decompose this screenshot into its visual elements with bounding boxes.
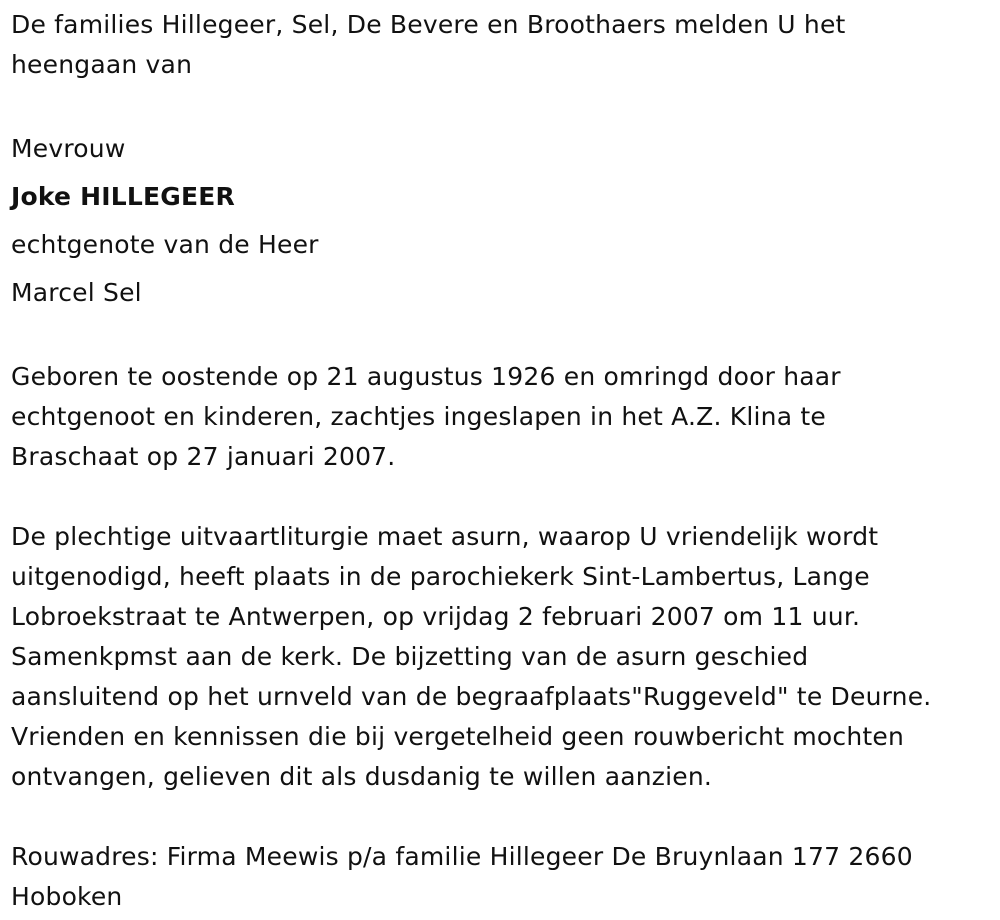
- intro-line: De families Hillegeer, Sel, De Bevere en Broothaers melden U het: [11, 10, 846, 39]
- ceremony-line: Samenkpmst aan de kerk. De bijzetting van de asurn geschied: [11, 642, 809, 671]
- ceremony-line: uitgenodigd, heeft plaats in de parochiekerk Sint-Lambertus, Lange: [11, 562, 870, 591]
- obituary-document: [11, 5, 991, 917]
- deceased-relation: echtgenote van de Heer: [11, 230, 319, 259]
- ceremony-paragraph: [11, 517, 991, 797]
- birth-death-line: echtgenoot en kinderen, zachtjes ingeslapen in het A.Z. Klina te: [11, 402, 826, 431]
- address-line: Rouwadres: Firma Meewis p/a familie Hillegeer De Bruynlaan 177 2660: [11, 842, 913, 871]
- ceremony-line: Lobroekstraat te Antwerpen, op vrijdag 2 februari 2007 om 11 uur.: [11, 602, 861, 631]
- address-paragraph: [11, 837, 991, 917]
- intro-paragraph: [11, 5, 991, 85]
- birth-death-line: Geboren te oostende op 21 augustus 1926 en omringd door haar: [11, 362, 841, 391]
- deceased-title: Mevrouw: [11, 134, 126, 163]
- birth-death-line: Braschaat op 27 januari 2007.: [11, 442, 396, 471]
- address-line: Hoboken: [11, 882, 123, 911]
- deceased-name: Joke HILLEGEER: [11, 182, 235, 211]
- ceremony-line: Vrienden en kennissen die bij vergetelheid geen rouwbericht mochten: [11, 722, 905, 751]
- spouse-name: Marcel Sel: [11, 278, 142, 307]
- ceremony-line: aansluitend op het urnveld van de begraafplaats"Ruggeveld" te Deurne.: [11, 682, 932, 711]
- birth-death-paragraph: [11, 357, 991, 477]
- deceased-block: [11, 125, 991, 317]
- ceremony-line: ontvangen, gelieven dit als dusdanig te willen aanzien.: [11, 762, 713, 791]
- intro-line: heengaan van: [11, 50, 193, 79]
- ceremony-line: De plechtige uitvaartliturgie maet asurn, waarop U vriendelijk wordt: [11, 522, 879, 551]
